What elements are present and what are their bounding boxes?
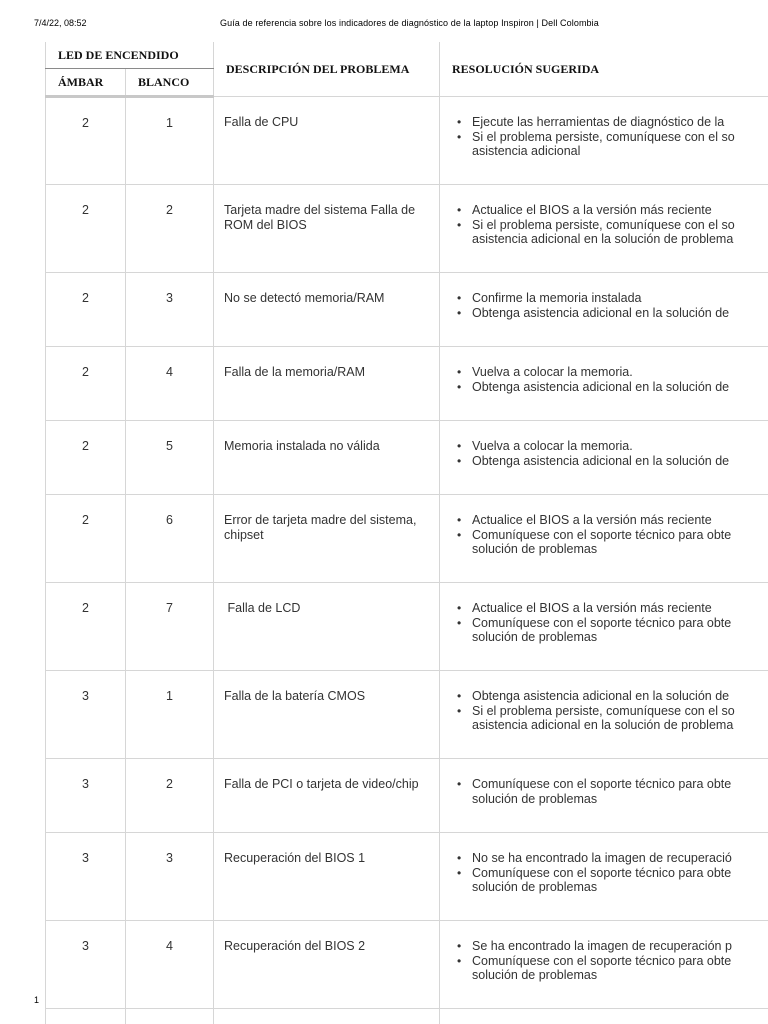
- resolution-item: [472, 601, 768, 616]
- resolution-item: [472, 130, 768, 159]
- resolution-list: [472, 291, 768, 320]
- table-row: [46, 583, 768, 671]
- white-blinks-cell: 7: [126, 583, 214, 671]
- resolution-item: [472, 939, 768, 954]
- problem-description-cell: Falla de CPU: [214, 97, 440, 185]
- suggested-resolution-cell: [440, 833, 768, 921]
- white-blinks-cell: 1: [126, 97, 214, 185]
- white-blinks-cell: 5: [126, 421, 214, 495]
- resolution-list: [472, 203, 768, 247]
- resolution-list: [472, 601, 768, 645]
- resolution-line: solución de problemas: [472, 968, 598, 982]
- resolution-line: • Obtenga asistencia adicional en la solución de: [472, 689, 730, 703]
- resolution-item: [472, 115, 768, 130]
- resolution-item: [472, 218, 768, 247]
- amber-blinks-cell: 3: [46, 671, 126, 759]
- resolution-item: [472, 439, 768, 454]
- resolution-line: solución de problemas: [472, 630, 598, 644]
- table-row: [46, 759, 768, 833]
- resolution-line: • Actualice el BIOS a la versión más reciente: [472, 203, 712, 217]
- description-header: DESCRIPCIÓN DEL PROBLEMA: [214, 42, 440, 97]
- suggested-resolution-cell: [440, 671, 768, 759]
- empty-cell: [440, 1009, 768, 1024]
- amber-blinks-cell: 3: [46, 833, 126, 921]
- resolution-line: • Actualice el BIOS a la versión más reciente: [472, 513, 712, 527]
- amber-header: ÁMBAR: [46, 69, 126, 97]
- diagnostic-table-container: [45, 42, 768, 1024]
- amber-blinks-cell: 2: [46, 97, 126, 185]
- table-row-partial: [46, 1009, 768, 1024]
- resolution-list: [472, 939, 768, 983]
- resolution-line: • Comuníquese con el soporte técnico para obte: [472, 527, 732, 542]
- table-row: [46, 671, 768, 759]
- problem-description-cell: Recuperación del BIOS 2: [214, 921, 440, 1009]
- table-row: [46, 833, 768, 921]
- resolution-line: • Obtenga asistencia adicional en la solución de: [472, 379, 730, 394]
- resolution-item: [472, 616, 768, 645]
- resolution-line: • Comuníquese con el soporte técnico para obte: [472, 777, 732, 791]
- suggested-resolution-cell: [440, 495, 768, 583]
- resolution-item: [472, 291, 768, 306]
- amber-blinks-cell: 2: [46, 583, 126, 671]
- problem-description-cell: Falla de LCD: [214, 583, 440, 671]
- resolution-list: [472, 851, 768, 895]
- led-group-header: LED DE ENCENDIDO: [46, 42, 214, 69]
- resolution-item: [472, 704, 768, 733]
- resolution-item: [472, 513, 768, 528]
- problem-description-cell: No se detectó memoria/RAM: [214, 273, 440, 347]
- white-blinks-cell: 2: [126, 759, 214, 833]
- suggested-resolution-cell: [440, 921, 768, 1009]
- table-row: [46, 495, 768, 583]
- page-edge-mark: 1: [34, 995, 40, 1005]
- suggested-resolution-cell: [440, 583, 768, 671]
- resolution-item: [472, 203, 768, 218]
- resolution-item: [472, 306, 768, 321]
- problem-description-cell: Recuperación del BIOS 1: [214, 833, 440, 921]
- resolution-item: [472, 380, 768, 395]
- resolution-item: [472, 954, 768, 983]
- resolution-list: [472, 777, 768, 806]
- diagnostic-led-table: [45, 42, 768, 1024]
- resolution-item: [472, 689, 768, 704]
- amber-blinks-cell: 3: [46, 759, 126, 833]
- resolution-line: • Comuníquese con el soporte técnico para obte: [472, 615, 732, 630]
- table-row: [46, 185, 768, 273]
- empty-cell: [46, 1009, 126, 1024]
- amber-blinks-cell: 2: [46, 421, 126, 495]
- amber-blinks-cell: 3: [46, 921, 126, 1009]
- resolution-list: [472, 689, 768, 733]
- resolution-line: • Vuelva a colocar la memoria.: [472, 439, 633, 453]
- resolution-line: • Ejecute las herramientas de diagnóstico de la: [472, 115, 725, 129]
- print-date: 7/4/22, 08:52: [34, 18, 87, 28]
- suggested-resolution-cell: [440, 421, 768, 495]
- resolution-header: RESOLUCIÓN SUGERIDA: [440, 42, 768, 97]
- white-blinks-cell: 1: [126, 671, 214, 759]
- table-row: [46, 273, 768, 347]
- resolution-line: • Actualice el BIOS a la versión más reciente: [472, 601, 712, 615]
- empty-cell: [214, 1009, 440, 1024]
- problem-description-cell: Memoria instalada no válida: [214, 421, 440, 495]
- table-row: [46, 921, 768, 1009]
- problem-description-cell: Tarjeta madre del sistema Falla de ROM del BIOS: [214, 185, 440, 273]
- resolution-list: [472, 439, 768, 468]
- amber-blinks-cell: 2: [46, 273, 126, 347]
- white-blinks-cell: 3: [126, 273, 214, 347]
- resolution-line: • Vuelva a colocar la memoria.: [472, 365, 633, 379]
- white-blinks-cell: 4: [126, 921, 214, 1009]
- resolution-line: • Si el problema persiste, comuníquese con el so: [472, 129, 735, 144]
- problem-description-cell: Error de tarjeta madre del sistema, chipset: [214, 495, 440, 583]
- resolution-list: [472, 365, 768, 394]
- resolution-line: • Se ha encontrado la imagen de recuperación p: [472, 939, 732, 953]
- empty-cell: [126, 1009, 214, 1024]
- resolution-item: [472, 851, 768, 866]
- resolution-line: • Si el problema persiste, comuníquese con el so: [472, 703, 735, 718]
- white-header: BLANCO: [126, 69, 214, 97]
- resolution-line: • No se ha encontrado la imagen de recuperació: [472, 851, 732, 865]
- suggested-resolution-cell: [440, 185, 768, 273]
- problem-description-cell: Falla de la batería CMOS: [214, 671, 440, 759]
- resolution-item: [472, 365, 768, 380]
- table-row: [46, 97, 768, 185]
- resolution-list: [472, 513, 768, 557]
- resolution-line: • Obtenga asistencia adicional en la solución de: [472, 305, 730, 320]
- suggested-resolution-cell: [440, 347, 768, 421]
- resolution-line: • Confirme la memoria instalada: [472, 291, 642, 305]
- white-blinks-cell: 6: [126, 495, 214, 583]
- resolution-line: asistencia adicional en la solución de problema: [472, 232, 734, 246]
- suggested-resolution-cell: [440, 273, 768, 347]
- table-row: [46, 347, 768, 421]
- suggested-resolution-cell: [440, 97, 768, 185]
- suggested-resolution-cell: [440, 759, 768, 833]
- resolution-item: [472, 454, 768, 469]
- print-header: [0, 0, 768, 40]
- resolution-line: • Comuníquese con el soporte técnico para obte: [472, 865, 732, 880]
- resolution-line: • Comuníquese con el soporte técnico para obte: [472, 953, 732, 968]
- white-blinks-cell: 4: [126, 347, 214, 421]
- resolution-line: asistencia adicional en la solución de problema: [472, 718, 734, 732]
- amber-blinks-cell: 2: [46, 347, 126, 421]
- resolution-list: [472, 115, 768, 159]
- resolution-line: solución de problemas: [472, 791, 598, 806]
- print-page-title: Guía de referencia sobre los indicadores de diagnóstico de la laptop Inspiron | Dell Colombia: [220, 18, 599, 28]
- resolution-line: • Obtenga asistencia adicional en la solución de: [472, 453, 730, 468]
- resolution-item: [472, 528, 768, 557]
- problem-description-cell: Falla de PCI o tarjeta de video/chip: [214, 759, 440, 833]
- problem-description-cell: Falla de la memoria/RAM: [214, 347, 440, 421]
- resolution-line: asistencia adicional: [472, 144, 581, 158]
- white-blinks-cell: 2: [126, 185, 214, 273]
- resolution-line: • Si el problema persiste, comuníquese con el so: [472, 217, 735, 232]
- table-row: [46, 421, 768, 495]
- resolution-line: solución de problemas: [472, 542, 598, 556]
- amber-blinks-cell: 2: [46, 495, 126, 583]
- resolution-item: [472, 777, 768, 806]
- white-blinks-cell: 3: [126, 833, 214, 921]
- resolution-item: [472, 866, 768, 895]
- amber-blinks-cell: 2: [46, 185, 126, 273]
- resolution-line: solución de problemas: [472, 880, 598, 894]
